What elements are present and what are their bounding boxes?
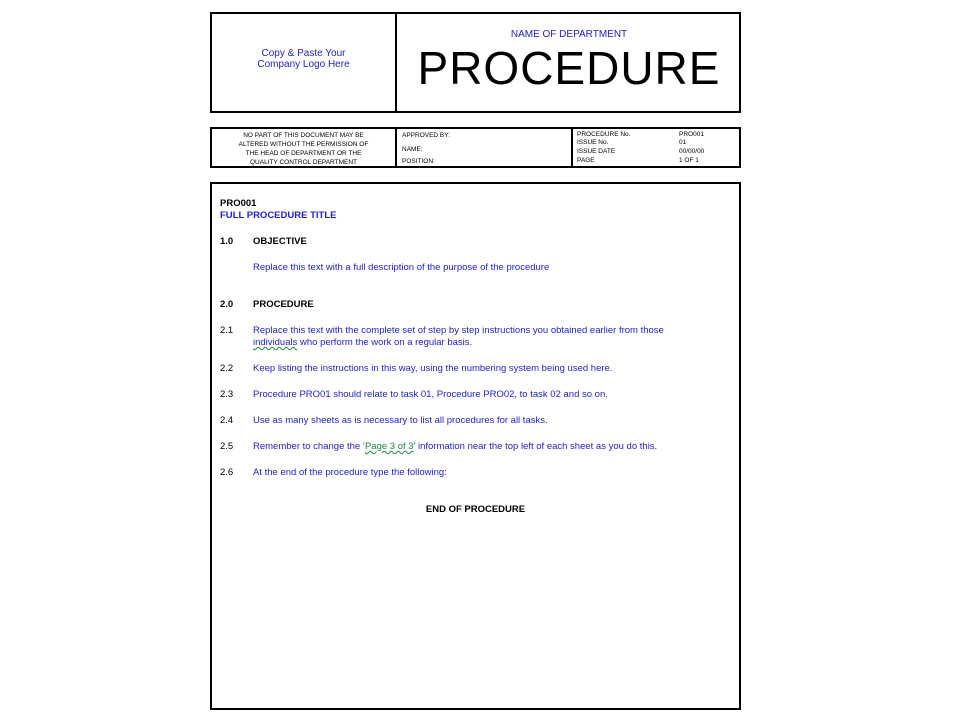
page-of-highlight: Page 3 of 3	[364, 441, 414, 452]
procedure-number-label: PROCEDURE No.	[577, 131, 631, 138]
approval-cell	[397, 129, 573, 166]
step-text: Replace this text with the complete set of step by step instructions you obtained earlier from those	[253, 325, 664, 336]
procedure-body	[210, 182, 741, 710]
position-label: POSITION:	[402, 158, 435, 165]
step-text: Use as many sheets as is necessary to list all procedures for all tasks.	[253, 415, 548, 426]
step-text: At the end of the procedure type the following:	[253, 467, 447, 478]
step-number: 2.6	[220, 467, 234, 478]
page-value: 1 OF 1	[679, 157, 699, 164]
full-procedure-title: FULL PROCEDURE TITLE	[220, 210, 337, 221]
issue-number-value: 01	[679, 139, 687, 146]
step-text	[253, 441, 657, 453]
step-text-continued	[253, 337, 472, 349]
logo-placeholder-cell	[212, 14, 397, 111]
issue-date-value: 00/00/00	[679, 148, 705, 155]
step-number: 2.2	[220, 363, 234, 374]
end-of-procedure: END OF PROCEDURE	[425, 504, 526, 515]
spellcheck-word: individuals	[253, 337, 298, 348]
document-title: PROCEDURE	[417, 42, 721, 94]
document-header	[210, 12, 741, 113]
page-label: PAGE	[577, 157, 595, 164]
notice-cell	[212, 129, 397, 166]
alteration-notice: NO PART OF THIS DOCUMENT MAY BE ALTERED WITHOUT THE PERMISSION OF THE HEAD OF DEPARTMENT OR THE QUALITY CONTROL DEPARTMENT	[238, 132, 369, 166]
step-number: 2.5	[220, 441, 234, 452]
department-name: NAME OF DEPARTMENT	[510, 29, 628, 40]
logo-placeholder-text: Copy & Paste Your Company Logo Here	[257, 48, 350, 70]
section-number: 2.0	[220, 299, 234, 310]
procedure-meta-cell	[573, 129, 739, 166]
step-text: Procedure PRO01 should relate to task 01, Procedure PRO02, to task 02 and so on.	[253, 389, 608, 400]
section-heading-procedure: PROCEDURE	[253, 299, 314, 310]
step-number: 2.4	[220, 415, 234, 426]
procedure-number-value: PRO001	[679, 131, 704, 138]
issue-number-label: ISSUE No.	[577, 139, 609, 146]
name-label: NAME:	[402, 146, 423, 153]
issue-date-label: ISSUE DATE	[577, 148, 616, 155]
document-info-bar	[210, 127, 741, 168]
step-text-rest: who perform the work on a regular basis.	[297, 337, 473, 348]
approved-by-label: APPROVED BY:	[402, 132, 451, 139]
step-text: Keep listing the instructions in this way, using the numbering system being used here.	[253, 363, 613, 374]
section-number: 1.0	[220, 236, 234, 247]
step-number: 2.3	[220, 389, 234, 400]
step-text-after: ’ information near the top left of each sheet as you do this.	[413, 441, 658, 452]
step-number: 2.1	[220, 325, 234, 336]
procedure-code: PRO001	[220, 198, 257, 209]
objective-text: Replace this text with a full description of the purpose of the procedure	[253, 262, 550, 273]
section-heading-objective: OBJECTIVE	[253, 236, 307, 247]
step-text-before: Remember to change the ‘	[253, 441, 365, 452]
